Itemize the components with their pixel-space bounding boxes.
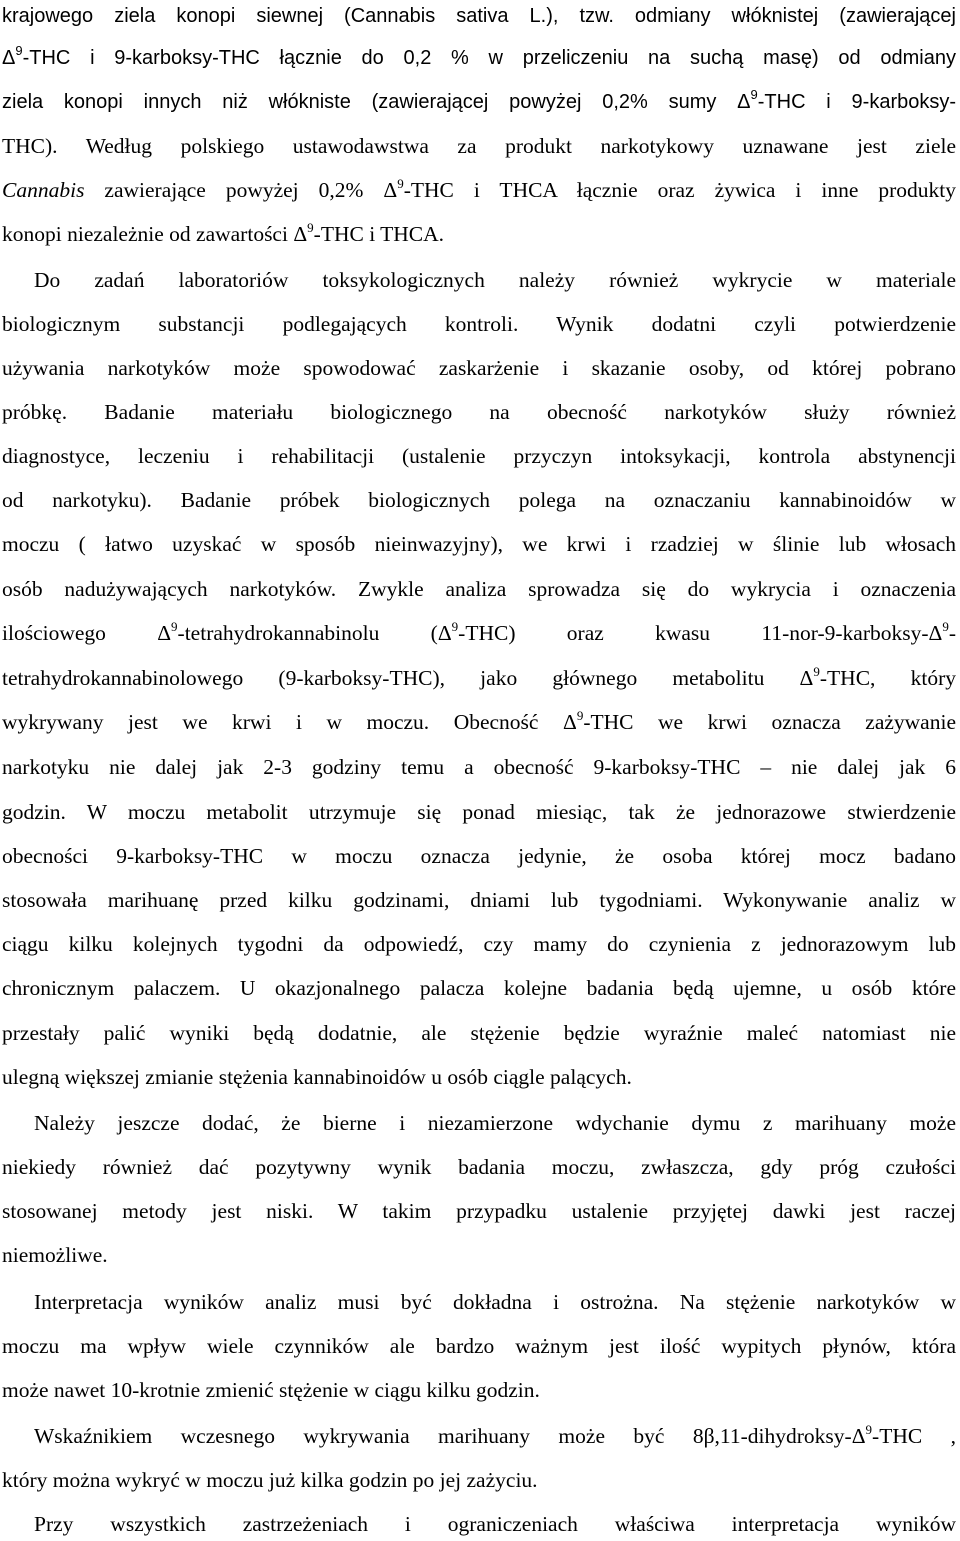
text-run: Do zadań laboratoriów toksykologicznych należy również wykrycie w materiale — [34, 268, 956, 292]
text-run: ciągu kilku kolejnych tygodni da odpowiedź, czy mamy do czynienia z jednorazowym lub — [2, 932, 956, 956]
text-run: ulegną większej zmianie stężenia kannabinoidów u osób ciągle palących. — [2, 1065, 632, 1089]
text-run: Interpretacja wyników analiz musi być dokładna i ostrożna. Na stężenie narkotyków w — [34, 1290, 956, 1314]
text-run: może nawet 10-krotnie zmienić stężenie w ciągu kilku godzin. — [2, 1378, 540, 1402]
superscript: 9 — [307, 220, 314, 235]
text-run: krajowego ziela konopi siewnej (Cannabis sativa L.), tzw. odmiany włóknistej (zawierającej — [2, 5, 956, 27]
text-run: niekiedy również dać pozytywny wynik badania moczu, zwłaszcza, gdy próg czułości — [2, 1155, 956, 1179]
text-run: chronicznym palaczem. U okazjonalnego palacza kolejne badania będą ujemne, u osób które — [2, 976, 956, 1000]
text-run: tetrahydrokannabinolowego (9-karboksy-THC), jako głównego metabolitu Δ — [2, 666, 814, 690]
text-run: godzin. W moczu metabolit utrzymuje się ponad miesiąc, tak że jednorazowe stwierdzenie — [2, 800, 956, 824]
text-run: -THC we krwi oznacza zażywanie — [583, 710, 956, 734]
text-run: moczu ma wpływ wiele czynników ale bardzo ważnym jest ilość wypitych płynów, która — [2, 1334, 956, 1358]
text-run: przestały palić wyniki będą dodatnie, ale stężenie będzie wyraźnie maleć natomiast nie — [2, 1021, 956, 1045]
text-run: Należy jeszcze dodać, że bierne i niezamierzone wdychanie dymu z marihuany może — [34, 1111, 956, 1135]
superscript: 9 — [750, 87, 758, 102]
superscript: 9 — [576, 708, 584, 723]
superscript: 9 — [865, 1422, 873, 1437]
text-run: THC). Według polskiego ustawodawstwa za produkt narkotykowy uznawane jest ziele — [2, 134, 956, 158]
text-line — [2, 1, 956, 31]
text-line — [2, 353, 956, 383]
text-run: -THC i 9-karboksy-THC łącznie do 0,2 % w przeliczeniu na suchą masę) od odmiany — [22, 47, 956, 69]
text-run: stosowała marihuanę przed kilku godzinami, dniami lub tygodniami. Wykonywanie analiz w — [2, 888, 956, 912]
text-run: diagnostyce, leczeniu i rehabilitacji (ustalenie przyczyn intoksykacji, kontrola abstynencji — [2, 444, 956, 468]
text-line — [2, 1240, 956, 1270]
text-line — [2, 1196, 956, 1226]
superscript: 9 — [942, 619, 949, 634]
text-line — [2, 1152, 956, 1182]
text-line — [34, 1287, 956, 1317]
text-run: Przy wszystkich zastrzeżeniach i ograniczeniach właściwa interpretacja wyników — [34, 1512, 956, 1536]
text-run: -THC i THCA. — [313, 222, 445, 246]
superscript: 9 — [813, 664, 820, 679]
superscript: 9 — [171, 619, 178, 634]
text-run: ilościowego Δ — [2, 621, 172, 645]
text-run: Wskaźnikiem wczesnego wykrywania marihuany może być 8β,11-dihydroksy-Δ — [34, 1424, 866, 1448]
text-run: ziela konopi innych niż włókniste (zawierającej powyżej 0,2% sumy Δ — [2, 91, 751, 113]
text-line — [2, 929, 956, 959]
text-line — [2, 707, 956, 737]
text-run: Δ — [2, 47, 16, 69]
text-run: moczu ( łatwo uzyskać w sposób nieinwazyjny), we krwi i rzadziej w ślinie lub włosach — [2, 532, 956, 556]
text-line — [2, 175, 956, 205]
text-line — [34, 1421, 956, 1451]
text-run: konopi niezależnie od zawartości Δ — [2, 222, 308, 246]
text-line — [2, 752, 956, 782]
text-run: niemożliwe. — [2, 1243, 108, 1267]
superscript: 9 — [451, 619, 459, 634]
text-line — [2, 663, 956, 693]
text-line — [2, 618, 956, 648]
text-line — [2, 131, 956, 161]
text-run: -THC) oraz kwasu 11-nor-9-karboksy-Δ — [458, 621, 943, 645]
text-run: -THC i THCA łącznie oraz żywica i inne produkty — [403, 178, 956, 202]
text-line — [2, 219, 956, 249]
text-run: -THC, który — [819, 666, 956, 690]
text-line — [34, 265, 956, 295]
text-run: zawierające powyżej 0,2% Δ — [84, 178, 398, 202]
superscript: 9 — [397, 176, 404, 191]
text-line — [2, 309, 956, 339]
text-line — [2, 574, 956, 604]
text-line — [2, 1018, 956, 1048]
text-line — [2, 841, 956, 871]
text-run: -THC , — [872, 1424, 956, 1448]
text-run: próbkę. Badanie materiału biologicznego na obecność narkotyków służy również — [2, 400, 956, 424]
text-run: który można wykryć w moczu już kilka godzin po jej zażyciu. — [2, 1468, 538, 1492]
text-run: -THC i 9-karboksy- — [757, 91, 956, 113]
text-run: od narkotyku). Badanie próbek biologicznych polega na oznaczaniu kannabinoidów w — [2, 488, 956, 512]
text-line — [2, 885, 956, 915]
text-line — [2, 43, 956, 73]
text-run: biologicznym substancji podlegających kontroli. Wynik dodatni czyli potwierdzenie — [2, 312, 956, 336]
italic-term: Cannabis — [2, 178, 85, 202]
text-line — [2, 1375, 956, 1405]
text-line — [2, 441, 956, 471]
text-run: -tetrahydrokannabinolu (Δ — [177, 621, 452, 645]
text-line — [2, 1062, 956, 1092]
text-run: wykrywany jest we krwi i w moczu. Obecność Δ — [2, 710, 577, 734]
text-run: stosowanej metody jest niski. W takim przypadku ustalenie przyjętej dawki jest raczej — [2, 1199, 956, 1223]
text-line — [2, 485, 956, 515]
text-line — [2, 87, 956, 117]
text-line — [2, 797, 956, 827]
text-run: narkotyku nie dalej jak 2-3 godziny temu a obecność 9-karboksy-THC – nie dalej jak 6 — [2, 755, 956, 779]
superscript: 9 — [15, 43, 23, 58]
text-line — [2, 973, 956, 1003]
text-run: - — [948, 621, 956, 645]
text-line — [34, 1509, 956, 1539]
text-line — [2, 529, 956, 559]
text-run: obecności 9-karboksy-THC w moczu oznacza jedynie, że osoba której mocz badano — [2, 844, 956, 868]
text-run: osób nadużywających narkotyków. Zwykle analiza sprowadza się do wykrycia i oznaczenia — [2, 577, 956, 601]
text-line — [2, 1465, 956, 1495]
text-line — [34, 1108, 956, 1138]
text-line — [2, 397, 956, 427]
text-line — [2, 1331, 956, 1361]
text-run: używania narkotyków może spowodować zaskarżenie i skazanie osoby, od której pobrano — [2, 356, 956, 380]
